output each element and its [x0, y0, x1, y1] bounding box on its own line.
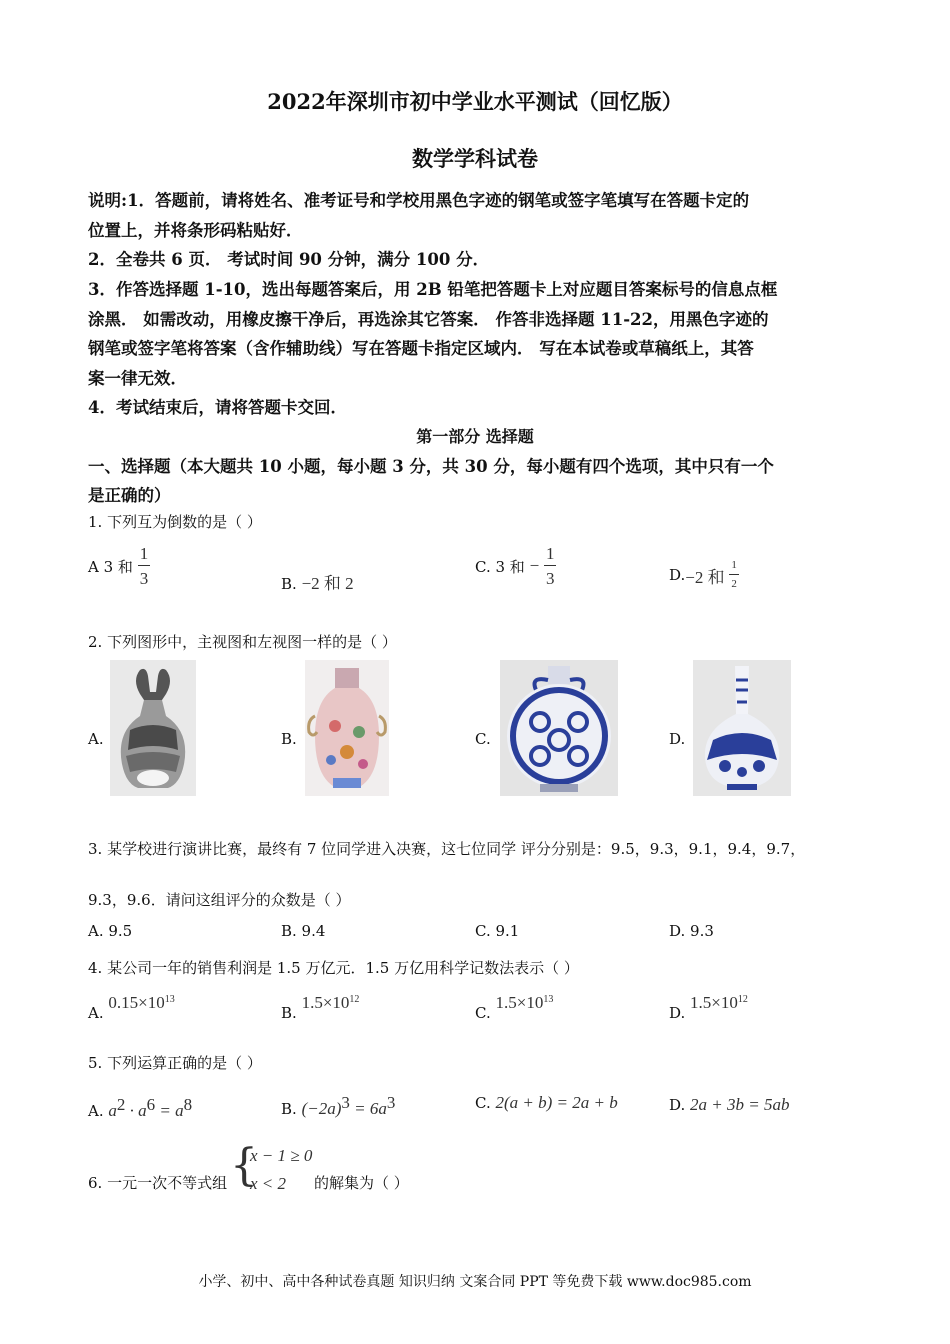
question-2-stem: 2. 下列图形中，主视图和左视图一样的是（ ）: [88, 633, 397, 651]
exponent: 3: [341, 1093, 350, 1112]
exponent: 12: [349, 994, 360, 1005]
exam-title: 2022年深圳市初中学业水平测试（回忆版）: [267, 89, 683, 114]
minus-sign: −: [529, 556, 540, 575]
exponent: 2: [116, 1095, 126, 1114]
numerator: 1: [729, 560, 739, 575]
q1-option-a[interactable]: [88, 545, 150, 595]
q3-option-d[interactable]: D. 9.3: [669, 922, 714, 940]
section-heading: 是正确的）: [88, 486, 171, 505]
part-title: 第一部分 选择题: [416, 427, 534, 446]
left-brace-icon: {: [230, 1140, 258, 1191]
option-label: D.: [669, 566, 686, 584]
option-math: 1.5×10: [301, 993, 350, 1012]
option-math: 0.15×10: [108, 993, 165, 1012]
q1-option-d[interactable]: [669, 560, 739, 594]
option-math: a: [108, 1101, 117, 1120]
option-label: B.: [281, 1004, 297, 1022]
option-label: C.: [475, 1004, 491, 1022]
option-math: 2a + 3b = 5ab: [690, 1095, 790, 1114]
denominator: 2: [731, 578, 737, 590]
q3-option-a[interactable]: A. 9.5: [88, 922, 133, 940]
q4-option-d[interactable]: [669, 993, 748, 1022]
option-label: A.: [88, 1004, 104, 1022]
numerator: 1: [544, 545, 557, 566]
option-label: C.: [475, 1094, 491, 1112]
q2-option-c-label[interactable]: C.: [475, 730, 491, 748]
q2-option-b-label[interactable]: B.: [281, 730, 297, 748]
q2-option-a-label[interactable]: A.: [88, 730, 104, 748]
instruction-line: 4．考试结束后，请将答题卡交回．: [88, 398, 347, 417]
footer-text: 小学、初中、高中各种试卷真题 知识归纳 文案合同 PPT 等免费下载 www.doc985.com: [198, 1274, 752, 1290]
instruction-line: 涂黑． 如需改动，用橡皮擦干净后，再选涂其它答案． 作答非选择题 11-22，用黑色字迹的: [88, 310, 769, 329]
vase-image-a: [110, 660, 196, 796]
option-math: = 6a: [349, 1099, 387, 1118]
question-3-stem-cont: 9.3，9.6．请问这组评分的众数是（ ）: [88, 891, 351, 909]
q4-option-a[interactable]: [88, 993, 175, 1022]
option-math: = a: [155, 1101, 184, 1120]
question-5-stem: 5. 下列运算正确的是（ ）: [88, 1054, 262, 1072]
inequality-1: x − 1 ≥ 0: [250, 1146, 313, 1165]
q4-option-c[interactable]: [475, 993, 554, 1022]
option-math: −2 和: [685, 567, 725, 587]
exponent: 12: [737, 994, 748, 1005]
option-label: B.: [281, 575, 302, 593]
exponent: 6: [146, 1095, 156, 1114]
option-math: 1.5×10: [495, 993, 544, 1012]
fraction: [729, 560, 739, 590]
denominator: 3: [545, 569, 555, 588]
question-6-stem: 6. 一元一次不等式组: [88, 1174, 228, 1192]
denominator: 3: [139, 569, 149, 588]
option-label: A 3 和: [88, 557, 133, 576]
exponent: 13: [543, 994, 554, 1005]
option-math: · a: [125, 1101, 147, 1120]
option-math: −2 和 2: [301, 574, 354, 593]
question-6-suffix: 的解集为（ ）: [314, 1174, 409, 1192]
exponent: 8: [183, 1095, 193, 1114]
q5-option-b[interactable]: [281, 1093, 395, 1119]
question-1-stem: 1. 下列互为倒数的是（ ）: [88, 513, 262, 531]
vase-image-d: [693, 660, 791, 796]
q5-option-a[interactable]: [88, 1095, 192, 1121]
q5-option-d[interactable]: [669, 1095, 790, 1115]
instruction-line: 案一律无效．: [88, 369, 187, 388]
option-label: B.: [281, 1100, 297, 1118]
question-3-stem: 3. 某学校进行演讲比赛，最终有 7 位同学进入决赛，这七位同学 评分分别是：9.5，9.3，9.1，9.4，9.7，: [88, 840, 806, 858]
q4-option-b[interactable]: [281, 993, 360, 1022]
option-math: 2(a + b) = 2a + b: [495, 1093, 618, 1112]
option-label: C. 3 和: [475, 557, 525, 576]
option-label: D.: [669, 1004, 686, 1022]
fraction: [138, 545, 151, 587]
option-label: D.: [669, 1096, 686, 1114]
q3-option-b[interactable]: B. 9.4: [281, 922, 326, 940]
question-4-stem: 4. 某公司一年的销售利润是 1.5 万亿元．1.5 万亿用科学记数法表示（ ）: [88, 959, 579, 977]
exponent: 3: [386, 1093, 396, 1112]
q2-option-d-label[interactable]: D.: [669, 730, 686, 748]
q3-option-c[interactable]: C. 9.1: [475, 922, 520, 940]
q1-option-b[interactable]: [281, 569, 354, 594]
instruction-line: 钢笔或签字笔将答案（含作辅助线）写在答题卡指定区域内． 写在本试卷或草稿纸上，其答: [88, 339, 754, 358]
instruction-line: 说明:1．答题前，请将姓名、准考证号和学校用黑色字迹的钢笔或签字笔填写在答题卡定的: [88, 191, 750, 210]
option-math: (−2a): [301, 1099, 342, 1118]
vase-image-c: [500, 660, 618, 796]
instruction-line: 2．全卷共 6 页． 考试时间 90 分钟，满分 100 分．: [88, 250, 490, 269]
exam-subtitle: 数学学科试卷: [412, 146, 538, 171]
instruction-line: 3．作答选择题 1-10，选出每题答案后，用 2B 铅笔把答题卡上对应题目答案标号的信息点框: [88, 280, 778, 299]
option-label: A.: [88, 1102, 104, 1120]
option-math: 1.5×10: [690, 993, 738, 1012]
inequality-2: x < 2: [250, 1174, 287, 1193]
fraction: [544, 545, 557, 587]
q5-option-c[interactable]: [475, 1093, 618, 1113]
exponent: 13: [164, 994, 175, 1005]
q1-option-c[interactable]: [475, 545, 556, 595]
section-heading: 一、选择题（本大题共 10 小题，每小题 3 分，共 30 分，每小题有四个选项，其中只有一个: [88, 457, 774, 476]
numerator: 1: [138, 545, 151, 566]
vase-image-b: [305, 660, 389, 796]
instruction-line: 位置上，并将条形码粘贴好．: [88, 221, 303, 240]
